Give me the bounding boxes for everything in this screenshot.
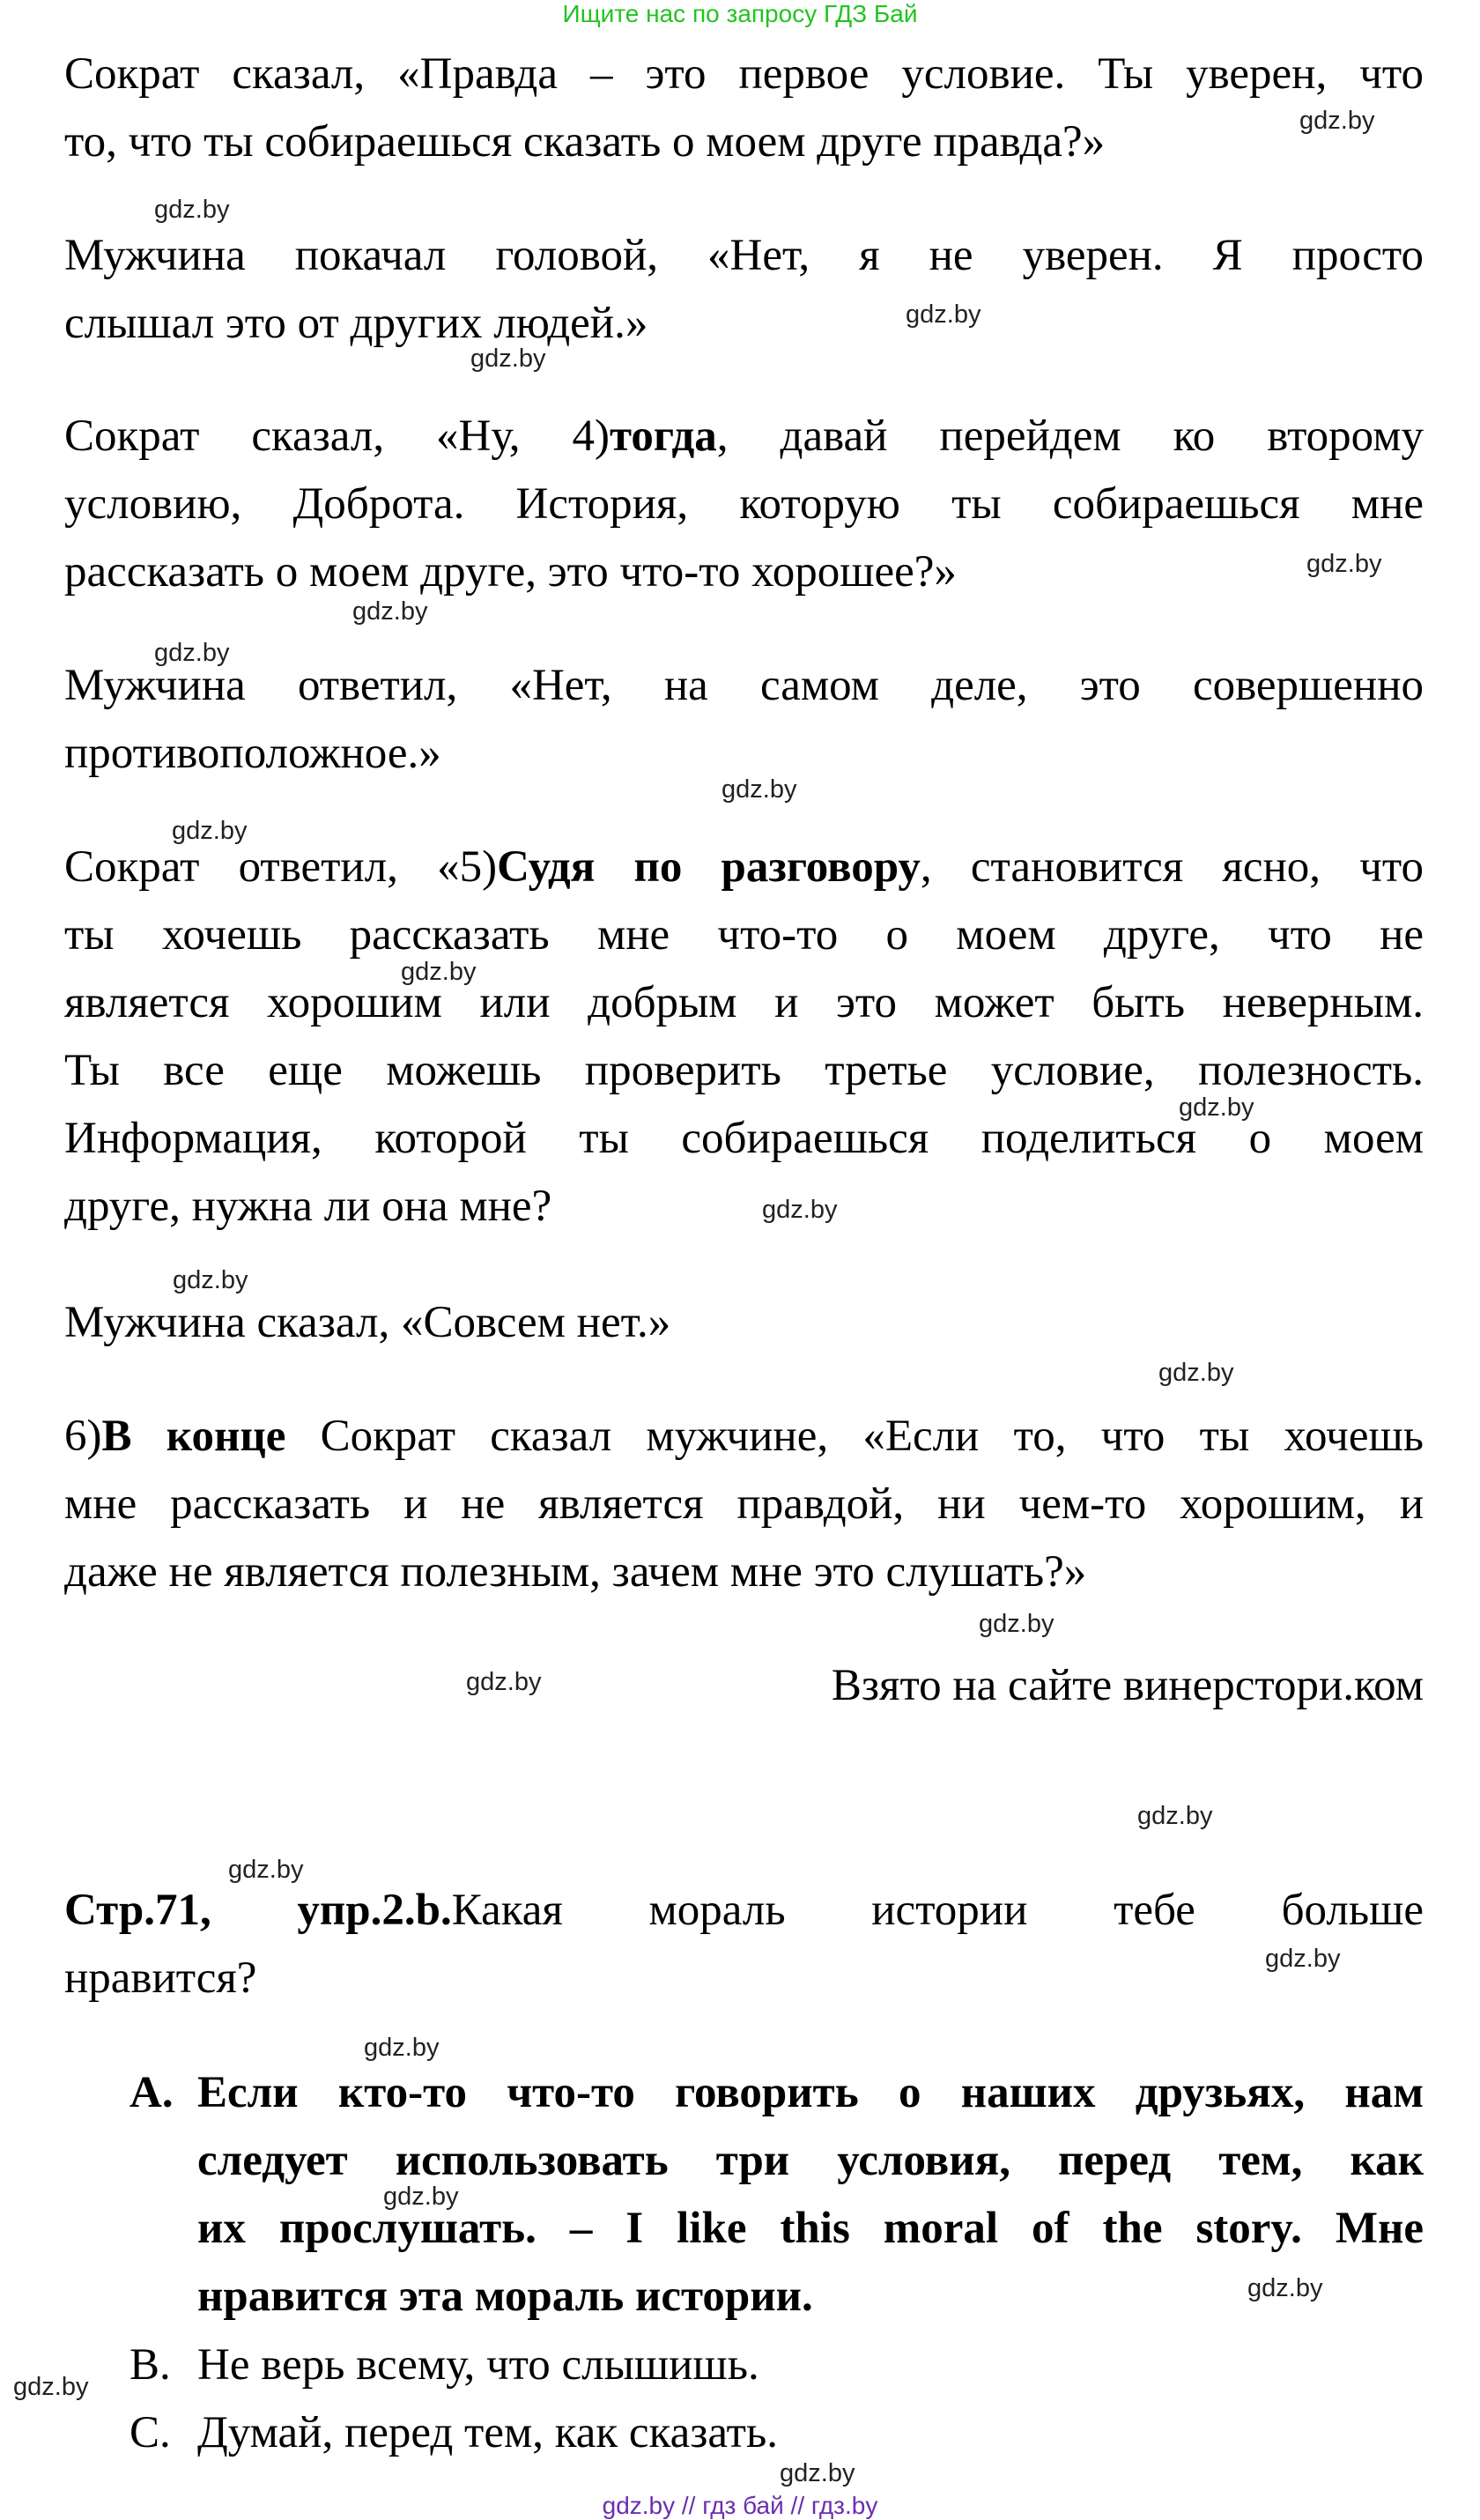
text-segment: рассказать о моем друге, это что-то хорошее?»: [64, 547, 957, 597]
watermark: gdz.by: [722, 775, 797, 804]
text-line: [64, 969, 1424, 1037]
paragraph-man-reply-3: [64, 1289, 1424, 1357]
watermark: gdz.by: [1158, 1359, 1234, 1387]
watermark: gdz.by: [364, 2034, 440, 2062]
watermark: gdz.by: [1137, 1802, 1213, 1830]
watermark: gdz.by: [401, 958, 477, 986]
text-segment: Информация, которой ты собираешься поделиться о моем: [64, 1114, 1424, 1163]
bold-text: В конце: [101, 1412, 286, 1461]
text-segment: , становится ясно, что: [920, 842, 1424, 892]
text-segment: друге, нужна ли она мне?: [64, 1182, 552, 1231]
watermark: gdz.by: [383, 2183, 459, 2211]
text-segment: условию, Доброта. История, которую ты собираешься мне: [64, 479, 1424, 529]
paragraph-man-reply-2: [64, 652, 1424, 788]
watermark: gdz.by: [1299, 107, 1375, 135]
text-line: [64, 901, 1424, 969]
text-line: следует использовать три условия, перед тем, как: [197, 2136, 1424, 2185]
text-line: [64, 538, 1424, 606]
watermark: gdz.by: [979, 1610, 1054, 1638]
text-line: [64, 41, 1424, 108]
text-segment: Сократ сказал, «Ну, 4): [64, 411, 610, 461]
text-segment: слышал это от других людей.»: [64, 299, 648, 348]
text-line: [64, 1877, 1424, 1945]
watermark: gdz.by: [762, 1196, 838, 1224]
watermark: gdz.by: [13, 2373, 89, 2401]
text-segment: Ты все еще можешь проверить третье условие, полезность.: [64, 1046, 1424, 1095]
text-segment: Сократ сказал мужчине, «Если то, что ты хочешь: [285, 1412, 1424, 1461]
exercise-question: [64, 1877, 1424, 2012]
watermark: gdz.by: [906, 300, 981, 329]
paragraph-man-reply-1: [64, 222, 1424, 358]
text-segment: , давай перейдем ко второму: [716, 411, 1424, 461]
paragraph-usefulness: [64, 834, 1424, 1241]
text-line: Если кто-то что-то говорить о наших друзьях, нам: [197, 2068, 1424, 2117]
text-line: Не верь всему, что слышишь.: [197, 2340, 759, 2390]
text-line: [64, 1652, 1424, 1720]
paragraph-conclusion: [64, 1403, 1424, 1606]
text-line: Думай, перед тем, как сказать.: [197, 2408, 778, 2457]
text-segment: противоположное.»: [64, 729, 441, 778]
text-line: [64, 1289, 1424, 1357]
watermark: gdz.by: [154, 196, 230, 224]
text-segment: то, что ты собираешься сказать о моем друге правда?»: [64, 117, 1106, 167]
text-line: [64, 834, 1424, 901]
watermark: gdz.by: [154, 639, 230, 667]
text-segment: нравится?: [64, 1953, 257, 2003]
option-text: [197, 2059, 1424, 2331]
source-note: [64, 1652, 1424, 1720]
watermark: gdz.by: [1179, 1093, 1254, 1122]
watermark: gdz.by: [173, 1266, 248, 1294]
text-line: [64, 1173, 1424, 1241]
watermark: gdz.by: [352, 597, 428, 626]
text-segment: мне рассказать и не является правдой, ни чем-то хорошим, и: [64, 1479, 1424, 1529]
watermark: gdz.by: [228, 1856, 304, 1884]
text-line: [64, 1403, 1424, 1471]
option-text: [197, 2399, 1424, 2467]
text-segment: ты хочешь рассказать мне что-то о моем друге, что не: [64, 910, 1424, 960]
text-line: [64, 1945, 1424, 2012]
option-label: C.: [130, 2408, 171, 2457]
text-segment: 6): [64, 1412, 102, 1461]
text-line: [64, 222, 1424, 290]
text-line: [64, 403, 1424, 471]
text-segment: Какая мораль истории тебе больше: [451, 1886, 1424, 1935]
text-line: их прослушать. – I like this moral of the story. Мне: [197, 2204, 1424, 2253]
watermark: gdz.by: [172, 817, 248, 845]
text-segment: является хорошим или добрым и это может быть неверным.: [64, 978, 1424, 1027]
watermark: gdz.by: [1306, 550, 1382, 578]
watermark: gdz.by: [1265, 1945, 1341, 1973]
watermark: gdz.by: [780, 2459, 855, 2487]
bold-text: тогда: [609, 411, 717, 461]
text-line: [64, 652, 1424, 720]
watermark: gdz.by: [466, 1668, 542, 1696]
text-segment: Взято на сайте винерстори.ком: [831, 1661, 1424, 1710]
bold-text: Судя по разговору: [497, 842, 921, 892]
bold-text: Стр.71, упр.2.b.: [64, 1886, 452, 1935]
site-footer-link[interactable]: gdz.by // гдз бай // гдз.by: [602, 2492, 878, 2519]
text-segment: Мужчина ответил, «Нет, на самом деле, это совершенно: [64, 661, 1424, 710]
text-line: [64, 290, 1424, 358]
search-hint-header: Ищите нас по запросу ГДЗ Бай: [562, 0, 918, 27]
text-segment: Мужчина покачал головой, «Нет, я не уверен. Я просто: [64, 231, 1424, 280]
text-line: [64, 1471, 1424, 1538]
text-segment: даже не является полезным, зачем мне это слушать?»: [64, 1547, 1087, 1597]
text-segment: Сократ ответил, «5): [64, 842, 498, 892]
text-segment: Сократ сказал, «Правда – это первое условие. Ты уверен, что: [64, 49, 1424, 99]
watermark: gdz.by: [470, 345, 546, 373]
paragraph-kindness: [64, 403, 1424, 606]
text-line: [64, 471, 1424, 538]
text-segment: Мужчина сказал, «Совсем нет.»: [64, 1298, 671, 1347]
option-text: [197, 2331, 1424, 2399]
option-label: B.: [130, 2340, 171, 2390]
text-line: [64, 1538, 1424, 1606]
option-label: A.: [130, 2068, 174, 2117]
watermark: gdz.by: [1247, 2274, 1323, 2302]
paragraph-truth: [64, 41, 1424, 176]
text-line: нравится эта мораль истории.: [197, 2272, 813, 2321]
text-line: [64, 108, 1424, 176]
